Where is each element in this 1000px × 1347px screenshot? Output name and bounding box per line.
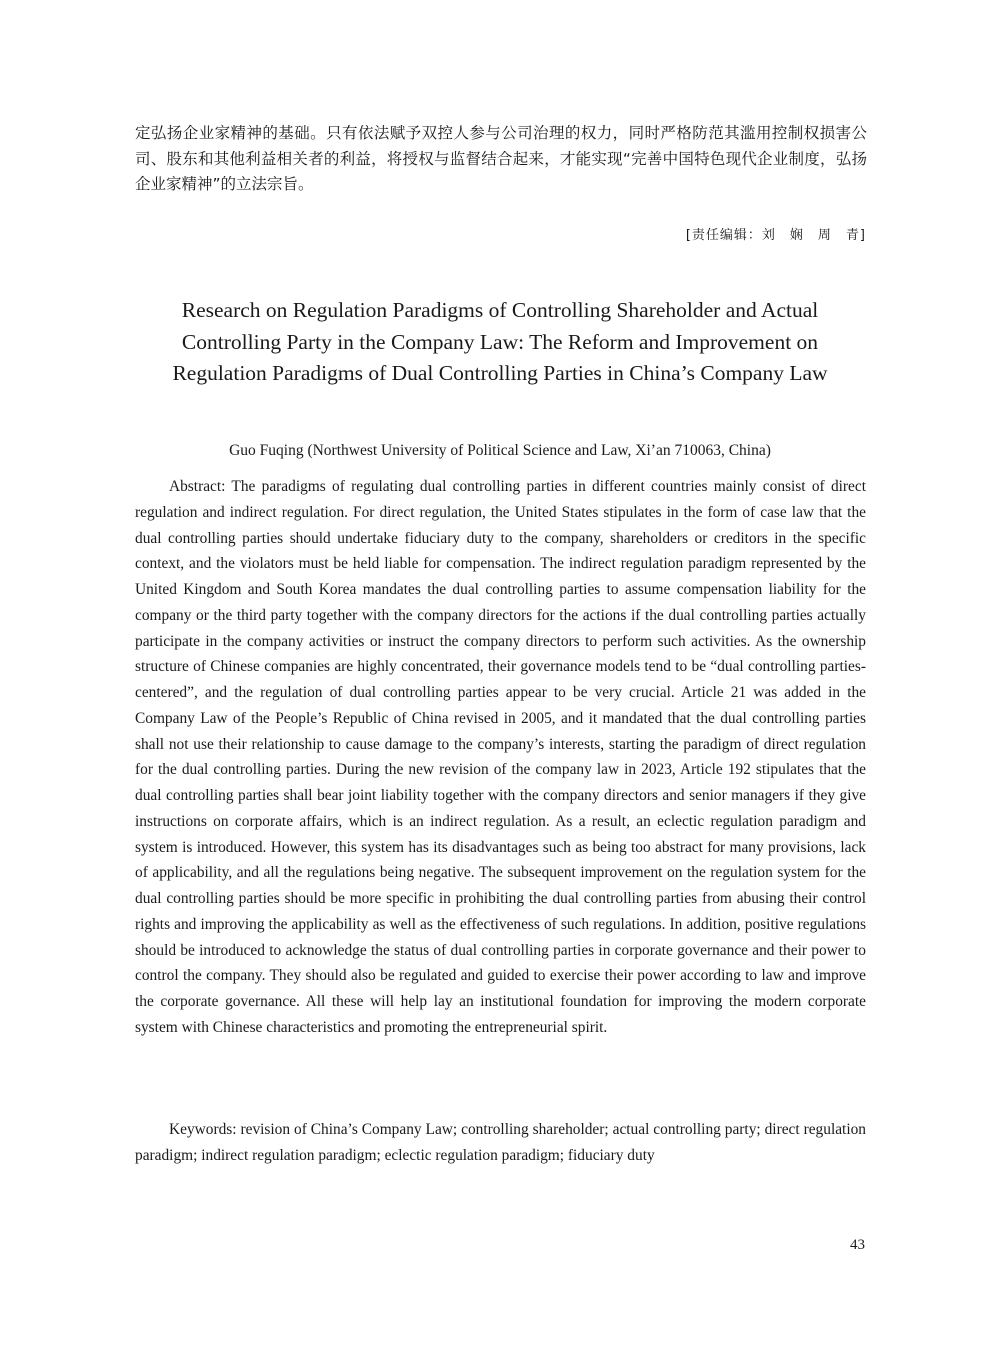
- abstract-label: Abstract:: [169, 478, 226, 495]
- abstract-text: The paradigms of regulating dual controlling parties in different countries mainly consist of direct regulation and indirect regulation. For direct regulation, the United States stipulates in the form of case law that the dual controlling parties should undertake fiduciary duty to the company, shareholders or creditors in the specific context, and the violators must be held liable for compensation. The indirect regulation paradigm represented by the United Kingdom and South Korea mandates the dual controlling parties to assume compensation liability for the company or the third party together with the company directors for the actions if the dual controlling parties actually participate in the company activities or instruct the company directors to perform such activities. As the ownership structure of Chinese companies are highly concentrated, their governance models tend to be “dual controlling parties-centered”, and the regulation of dual controlling parties appear to be very crucial. Article 21 was added in the Company Law of the People’s Republic of China revised in 2005, and it mandated that the dual controlling parties shall not use their relationship to cause damage to the company’s interests, starting the paradigm of direct regulation for the dual controlling parties. During the new revision of the company law in 2023, Article 192 stipulates that the dual controlling parties shall bear joint liability together with the company directors and senior managers if they give instructions on corporate affairs, which is an indirect regulation. As a result, an eclectic regulation paradigm and system is introduced. However, this system has its disadvantages such as being too abstract for many provisions, lack of applicability, and all the regulations being negative. The subsequent improvement on the regulation system for the dual controlling parties should be more specific in prohibiting the dual controlling parties from abusing their control rights and improving the applicability as well as the effectiveness of such regulations. In addition, positive regulations should be introduced to acknowledge the status of dual controlling parties in corporate governance and their power to control the company. They should also be regulated and guided to exercise their power according to law and improve the corporate governance. All these will help lay an institutional foundation for improving the modern corporate system with Chinese characteristics and promoting the entrepreneurial spirit.: [135, 478, 866, 1036]
- page-number: 43: [850, 1237, 865, 1253]
- author-affiliation: Guo Fuqing (Northwest University of Political Science and Law, Xi’an 710063, China): [229, 442, 771, 459]
- keywords-paragraph: [135, 1117, 866, 1169]
- editor-note: [责任编辑：刘 娴 周 青]: [685, 228, 866, 243]
- chinese-closing-paragraph: 定弘扬企业家精神的基础。只有依法赋予双控人参与公司治理的权力，同时严格防范其滥用控制权损害公司、股东和其他利益相关者的利益，将授权与监督结合起来，才能实现“完善中国特色现代企业制度，弘扬企业家精神”的立法宗旨。: [135, 124, 867, 194]
- paper-title: Research on Regulation Paradigms of Controlling Shareholder and Actual Controlling Party in the Company Law: The Reform and Improvement on Regulation Paradigms of Dual Controlling Parties in China’s Company Law: [172, 298, 828, 385]
- keywords-label: Keywords:: [169, 1121, 237, 1138]
- keywords-text: revision of China’s Company Law; controlling shareholder; actual controlling party; direct regulation paradigm; indirect regulation paradigm; eclectic regulation paradigm; fiduciary duty: [135, 1121, 866, 1164]
- abstract-paragraph: [135, 474, 866, 1041]
